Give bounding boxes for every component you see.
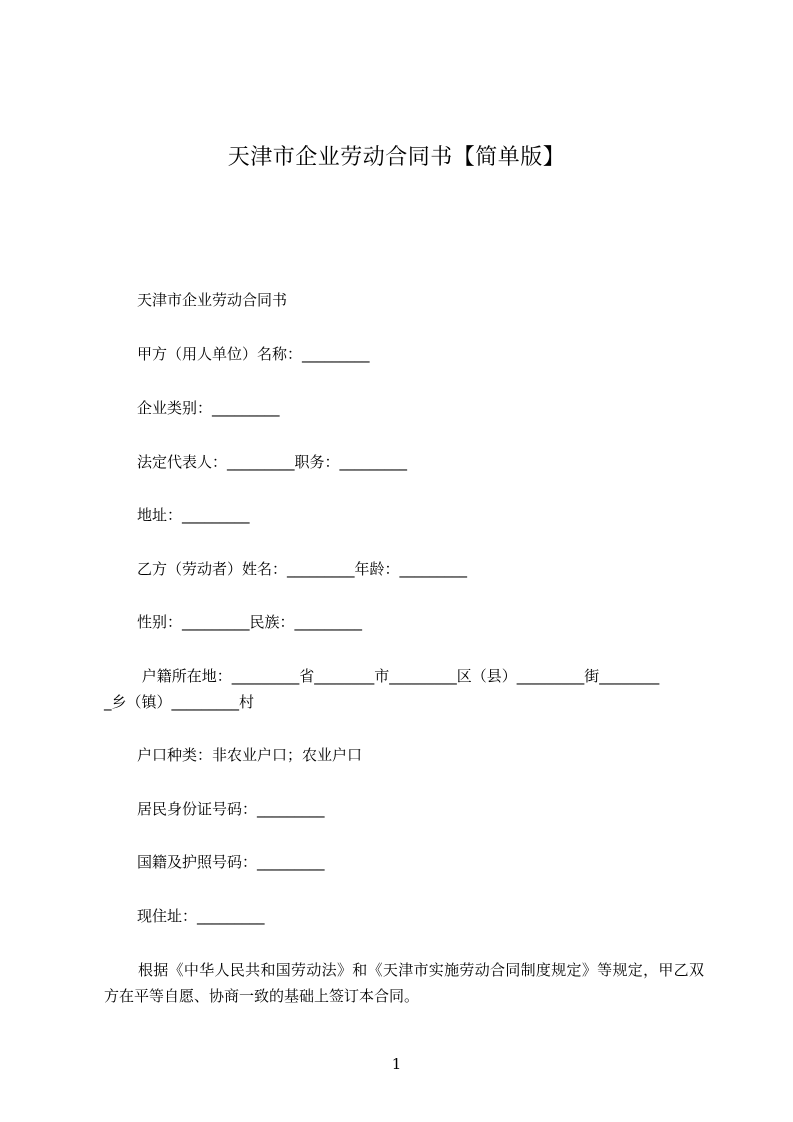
legal-representative-line: 法定代表人：_________职务：_________ — [137, 453, 408, 471]
enterprise-type-line: 企业类别：_________ — [137, 399, 280, 417]
current-address-line: 现住址：_________ — [137, 907, 265, 925]
party-a-name-line: 甲方（用人单位）名称：_________ — [137, 345, 370, 363]
address-line: 地址：_________ — [137, 506, 250, 524]
household-registration-line-cont: _乡（镇）_________村 — [104, 693, 255, 711]
page-number: 1 — [391, 1055, 402, 1073]
party-b-name-line: 乙方（劳动者）姓名：_________年龄：_________ — [137, 560, 468, 578]
household-registration-line: 户籍所在地：_________省________市_________区（县）_________街________ — [137, 667, 660, 685]
id-number-line: 居民身份证号码：_________ — [137, 800, 325, 818]
preamble-paragraph: 根据《中华人民共和国劳动法》和《天津市实施劳动合同制度规定》等规定，甲乙双方在平等自愿、协商一致的基础上签订本合同。 — [104, 961, 704, 1005]
nationality-passport-line: 国籍及护照号码：_________ — [137, 853, 325, 871]
contract-heading: 天津市企业劳动合同书 — [137, 291, 288, 309]
document-title: 天津市企业劳动合同书【简单版】 — [227, 145, 566, 170]
household-type-line: 户口种类：非农业户口；农业户口 — [137, 746, 363, 764]
gender-ethnicity-line: 性别：_________民族：_________ — [137, 613, 363, 631]
